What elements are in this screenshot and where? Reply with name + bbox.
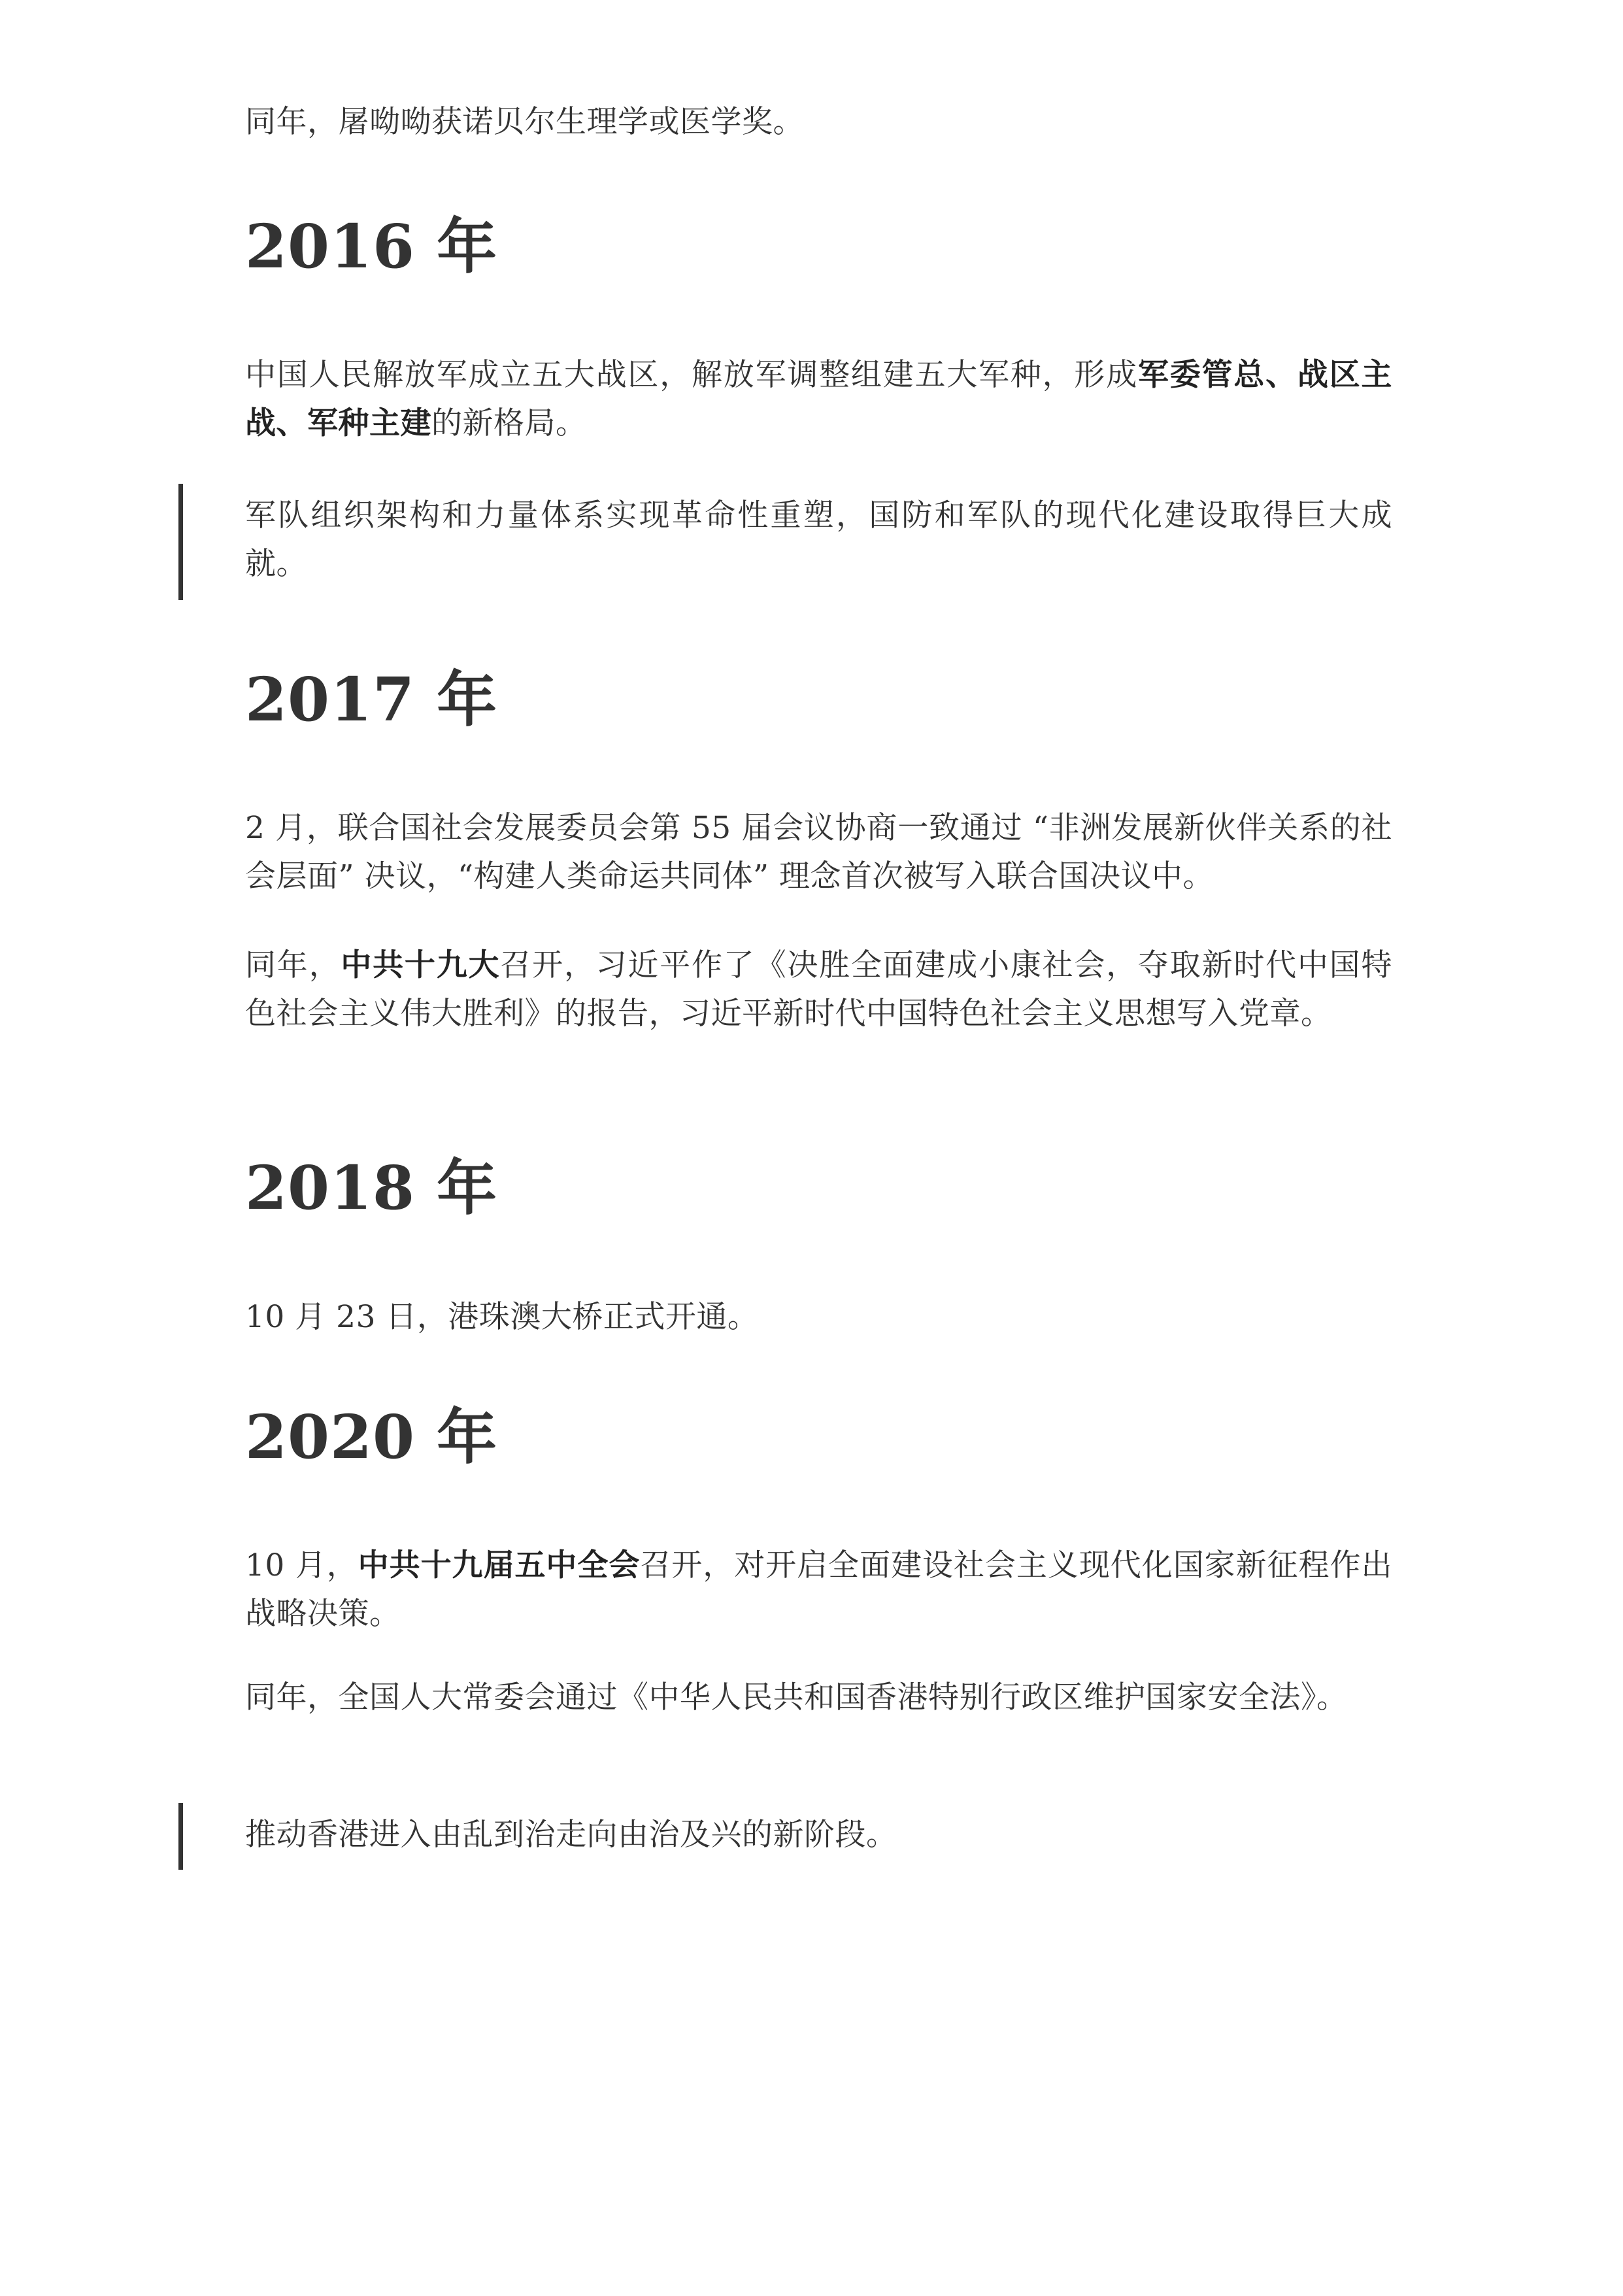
- text-run: 10 月，: [245, 1547, 358, 1583]
- paragraph: 2 月，联合国社会发展委员会第 55 届会议协商一致通过 “非洲发展新伙伴关系的社会层面” 决议，“构建人类命运共同体” 理念首次被写入联合国决议中。: [245, 810, 1392, 894]
- section-2016: [245, 211, 1392, 282]
- blockquote-2020: [245, 1811, 1392, 1859]
- text-run: 的新格局。: [431, 405, 587, 441]
- year-heading-2016: 2016 年: [245, 211, 498, 282]
- text-run: 召开，对开启全面建设社会主义现代化国家新征程作出战略决策。: [245, 1547, 1393, 1632]
- section-2018: [245, 1152, 1392, 1224]
- section-2017: [245, 664, 1392, 735]
- blockquote-text: 推动香港进入由乱到治走向由治及兴的新阶段。: [245, 1817, 897, 1853]
- section-2018-body: [245, 1293, 1392, 1342]
- text-run: 同年，: [245, 947, 341, 983]
- year-heading-2018: 2018 年: [245, 1153, 498, 1223]
- text-run: 召开，习近平作了《决胜全面建成小康社会，夺取新时代中国特色社会主义伟大胜利》的报告，习近平新时代中国特色社会主义思想写入党章。: [245, 947, 1393, 1032]
- blockquote-bar: [178, 484, 183, 600]
- section-2020: [245, 1401, 1392, 1473]
- section-2017-body-2: [245, 941, 1392, 1038]
- bold-text: 中共十九大: [341, 947, 501, 983]
- blockquote-2016: [245, 492, 1392, 588]
- section-2017-body: [245, 804, 1392, 901]
- year-heading-2020: 2020 年: [245, 1402, 498, 1472]
- section-2016-body: [245, 351, 1392, 448]
- blockquote-bar: [178, 1803, 183, 1870]
- bold-text: 中共十九届五中全会: [358, 1547, 641, 1583]
- paragraph: [245, 1542, 1392, 1638]
- paragraph: 10 月 23 日，港珠澳大桥正式开通。: [245, 1299, 759, 1335]
- paragraph: 同年，屠呦呦获诺贝尔生理学或医学奖。: [245, 104, 804, 140]
- section-2020-body: [245, 1542, 1392, 1638]
- section-2020-body-2: [245, 1674, 1392, 1722]
- year-heading-2017: 2017 年: [245, 664, 498, 735]
- blockquote-text: 军队组织架构和力量体系实现革命性重塑，国防和军队的现代化建设取得巨大成就。: [245, 498, 1392, 582]
- paragraph: 同年，全国人大常委会通过《中华人民共和国香港特别行政区维护国家安全法》。: [245, 1680, 1348, 1715]
- text-run: 中国人民解放军成立五大战区，解放军调整组建五大军种，形成: [245, 357, 1138, 393]
- bold-text: 军委管总、战区主战、军种主建: [245, 357, 1392, 441]
- paragraph: [245, 941, 1392, 1038]
- intro-section: [245, 98, 1392, 146]
- paragraph: [245, 351, 1392, 448]
